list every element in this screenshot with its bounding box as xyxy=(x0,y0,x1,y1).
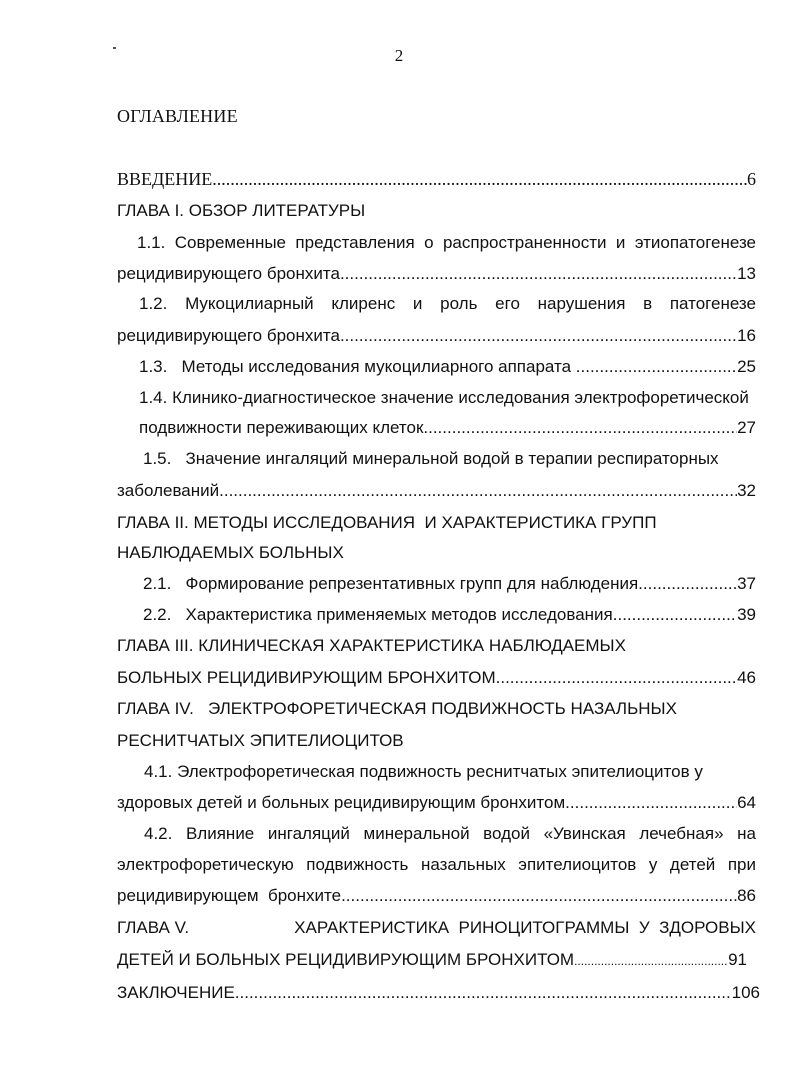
leader-dots xyxy=(576,353,737,381)
toc-entry-1-5-line2 xyxy=(117,477,756,505)
toc-page-number: 46 xyxy=(737,668,756,687)
toc-entry-title: рецидивирующем бронхите xyxy=(117,886,342,905)
toc-entry-title: ВВЕДЕНИЕ xyxy=(117,169,213,189)
toc-entry-4-1-line2 xyxy=(117,789,756,817)
leader-dots xyxy=(638,570,737,598)
toc-entry-title: рецидивирующего бронхита xyxy=(117,264,340,283)
toc-entry-1-2-line1: 1.2. Мукоцилиарный клиренс и роль его нарушения в патогенезе xyxy=(139,294,756,313)
leader-dots xyxy=(219,477,737,505)
toc-entry-title: подвижности переживающих клеток xyxy=(139,418,424,437)
toc-entry-1-1-line1: 1.1. Современные представления о распространенности и этиопатогенезе xyxy=(137,233,756,252)
toc-chapter-2-line1: ГЛАВА II. МЕТОДЫ ИССЛЕДОВАНИЯ И ХАРАКТЕРИСТИКА ГРУПП xyxy=(117,513,657,532)
toc-page-number: 25 xyxy=(737,357,756,376)
toc-page-number: 16 xyxy=(737,326,756,345)
leader-dots xyxy=(340,322,737,350)
toc-entry-conclusion xyxy=(117,979,760,1007)
leader-dots xyxy=(496,664,737,692)
toc-entry-title: ДЕТЕЙ И БОЛЬНЫХ РЕЦИДИВИРУЮЩИМ БРОНХИТОМ xyxy=(117,950,575,969)
toc-entry-1-3 xyxy=(139,353,756,381)
toc-chapter-3-line1: ГЛАВА III. КЛИНИЧЕСКАЯ ХАРАКТЕРИСТИКА НАБЛЮДАЕМЫХ xyxy=(117,636,626,655)
toc-entry-1-4-line1: 1.4. Клинико-диагностическое значение исследования электрофоретической xyxy=(139,388,749,407)
page-number: 2 xyxy=(394,46,404,65)
toc-chapter-4-line1: ГЛАВА IV. ЭЛЕКТРОФОРЕТИЧЕСКАЯ ПОДВИЖНОСТЬ НАЗАЛЬНЫХ xyxy=(117,699,677,718)
leader-dots xyxy=(235,979,732,1007)
leader-dots xyxy=(340,260,737,288)
toc-page-number: 86 xyxy=(737,886,756,905)
toc-chapter-4-line2: РЕСНИТЧАТЫХ ЭПИТЕЛИОЦИТОВ xyxy=(117,731,404,750)
toc-entry-1-2-line2 xyxy=(117,322,756,350)
toc-entry-title: здоровых детей и больных рецидивирующим бронхитом xyxy=(117,793,566,812)
toc-page-number: 6 xyxy=(747,169,756,189)
toc-entry-2-2 xyxy=(143,601,756,629)
toc-entry-intro xyxy=(117,165,756,193)
toc-heading: ОГЛАВЛЕНИЕ xyxy=(117,106,238,126)
toc-entry-1-1-line2 xyxy=(117,260,756,288)
toc-page-number: 37 xyxy=(737,574,756,593)
toc-page-number: 64 xyxy=(737,793,756,812)
toc-entry-title: 2.2. Характеристика применяемых методов исследования xyxy=(143,605,613,624)
toc-entry-4-2-line2: электрофоретическую подвижность назальных эпителиоцитов у детей при xyxy=(117,855,756,874)
toc-entry-4-1-line1: 4.1. Электрофоретическая подвижность реснитчатых эпителиоцитов у xyxy=(144,762,703,781)
toc-entry-4-2-line1: 4.2. Влияние ингаляций минеральной водой «Увинская лечебная» на xyxy=(144,824,756,843)
toc-page-number: 91 xyxy=(728,950,747,969)
leader-dots xyxy=(423,414,737,442)
toc-entry-2-1 xyxy=(143,570,756,598)
toc-page-number: 39 xyxy=(737,605,756,624)
toc-page-number: 13 xyxy=(737,264,756,283)
toc-entry-title: 2.1. Формирование репрезентативных групп для наблюдения xyxy=(143,574,639,593)
toc-chapter-5-label: ГЛАВА V. xyxy=(117,918,190,937)
toc-chapter-3-line2 xyxy=(117,664,756,692)
toc-page-number: 27 xyxy=(737,418,756,437)
leader-dots xyxy=(341,882,737,910)
toc-entry-title: заболеваний xyxy=(117,481,220,500)
toc-chapter-5-line1 xyxy=(117,914,756,942)
toc-entry-1-4-line2 xyxy=(139,414,756,442)
toc-entry-4-2-line3 xyxy=(117,882,756,910)
leader-dots xyxy=(212,165,747,193)
toc-chapter-5-line2 xyxy=(117,946,747,974)
toc-entry-title: БОЛЬНЫХ РЕЦИДИВИРУЮЩИМ БРОНХИТОМ xyxy=(117,668,496,687)
toc-chapter-5-title: ХАРАКТЕРИСТИКА РИНОЦИТОГРАММЫ У ЗДОРОВЫХ xyxy=(294,918,756,937)
leader-dots xyxy=(613,601,737,629)
toc-page-number: 106 xyxy=(731,983,760,1002)
toc-entry-title: 1.3. Методы исследования мукоцилиарного аппарата xyxy=(139,357,576,376)
toc-chapter-2-line2: НАБЛЮДАЕМЫХ БОЛЬНЫХ xyxy=(117,543,344,562)
toc-page-number: 32 xyxy=(737,481,756,500)
leader-dots xyxy=(574,947,728,974)
toc-entry-title: ЗАКЛЮЧЕНИЕ xyxy=(117,983,235,1002)
toc-entry-title: рецидивирующего бронхита xyxy=(117,326,340,345)
toc-entry-1-5-line1: 1.5. Значение ингаляций минеральной водой в терапии респираторных xyxy=(143,449,719,468)
leader-dots xyxy=(565,789,737,817)
toc-chapter-1: ГЛАВА I. ОБЗОР ЛИТЕРАТУРЫ xyxy=(117,201,366,220)
